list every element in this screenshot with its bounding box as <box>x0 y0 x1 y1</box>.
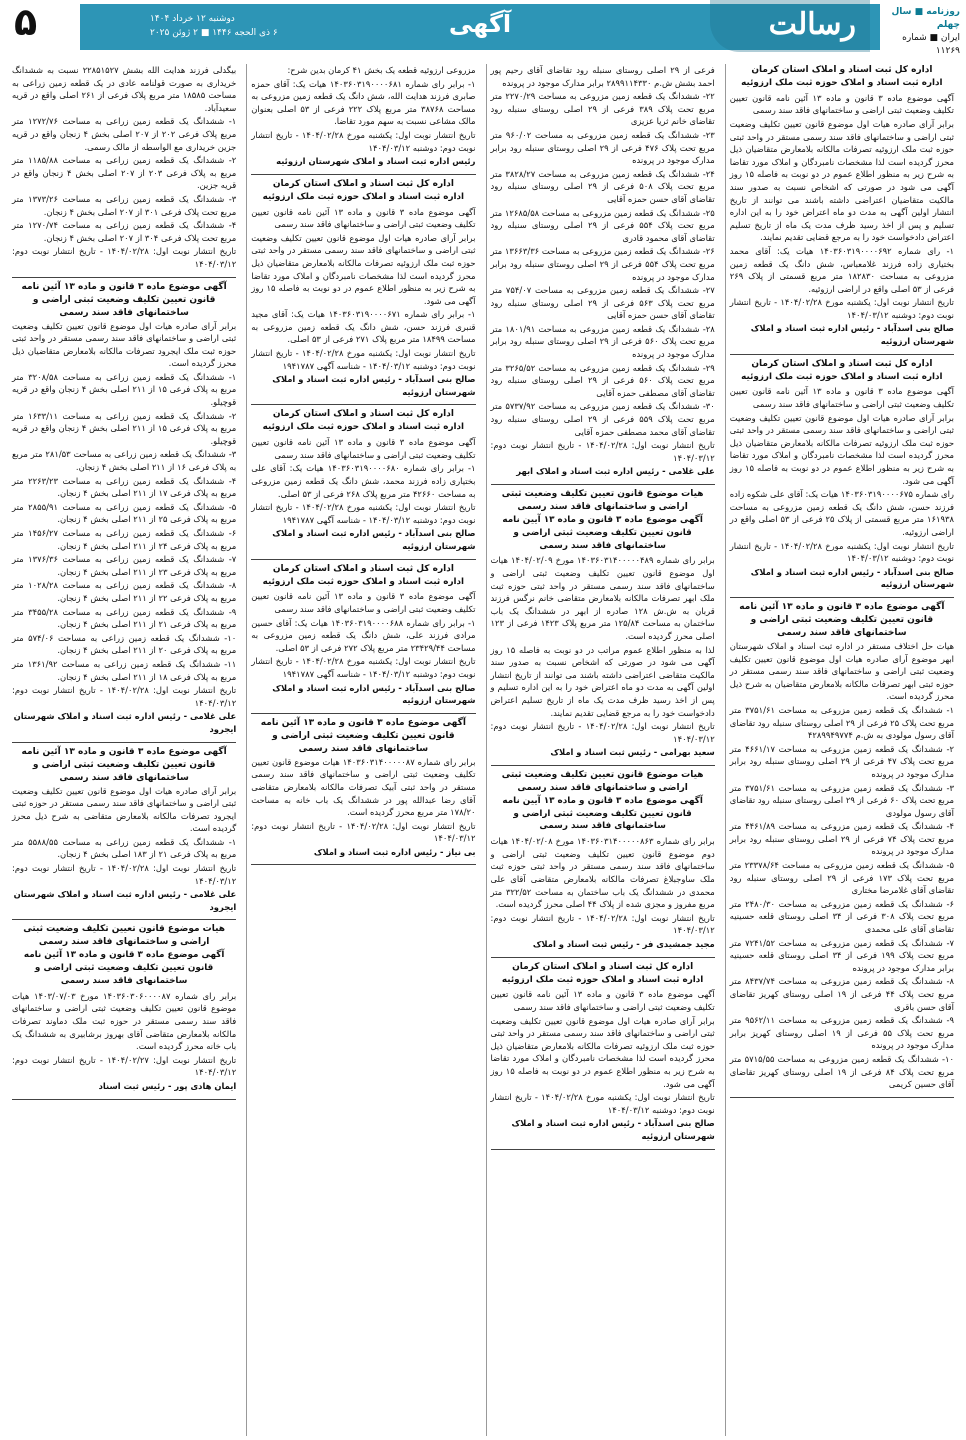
notice-divider <box>12 742 236 743</box>
notice-divider <box>251 559 475 560</box>
legal-notice <box>730 358 954 591</box>
notice-paragraph: ۲- ششدانگ یک قطعه زمین زراعی به مساحت ۱۱۸۵/۸۸ متر مربع به پلاک فرعی ۲۰۳ از ۲۰۷ اصلی بخش ۴ زنجان واقع در قریه جزین. <box>12 155 237 191</box>
notice-body <box>251 206 475 373</box>
notice-paragraph: ۲- ششدانگ یک قطعه زمین مزروعی به مساحت ۴۶۶۱/۱۷ متر مربع تحت پلاک ۴۷ فرعی از ۲۹ اصلی روستای سنبله رود برابر مدارک موجود در پرونده <box>729 743 954 779</box>
notice-subtitle: آگهی موضوع ماده ۳ قانون و ماده ۱۳ آئین نامه قانون تعیین تکلیف وضعیت ثبتی اراضی و ساختمانهای فاقد سند رسمی <box>23 950 225 987</box>
notice-paragraph: ۳۰- ششدانگ یک قطعه زمین مزروعی به مساحت ۵۷۳۷/۹۲ متر مربع تحت پلاک ۵۵۹ فرعی از ۲۹ اصلی روستای سنبله رود تقاضای آقای محمد مصطفی حمزه آقایی <box>490 401 715 437</box>
notice-divider <box>491 957 715 958</box>
notice-divider <box>491 1149 715 1150</box>
notice-title: آگهی موضوع ماده ۳ قانون و ماده ۱۳ آئین نامه قانون تعیین تکلیف وضعیت ثبتی اراضی و ساختمانهای فاقد سند رسمی <box>21 281 227 318</box>
legal-notice <box>12 923 236 1092</box>
notice-paragraph: ۲۹- ششدانگ یک قطعه زمین مزروعی به مساحت ۳۲۶۵/۵۲ متر مربع تحت پلاک ۵۶۰ فرعی از ۲۹ اصلی روستای سنبله رود تقاضای آقای مصطفی حمزه آقایی <box>490 362 715 398</box>
notice-divider <box>730 354 954 355</box>
notice-paragraph: ۲۳- ششدانگ یک قطعه زمین مزروعی به مساحت ۹۶۰/۰۲ متر مربع تحت پلاک ۴۷۶ فرعی از ۲۹ اصلی روستای سنبله رود برابر مدارک موجود در پرونده <box>490 129 715 166</box>
notice-signature: صالح بنی اسدآباد - رئیس اداره ثبت اسناد و املاک شهرستان ارزوئیه <box>511 1118 715 1141</box>
notice-signature: صالح بنی اسدآباد - رئیس اداره ثبت اسناد و املاک شهرستان ارزوئیه <box>750 566 954 590</box>
notice-paragraph: برابر آرای صادره هیات اول موضوع قانون تعیین تکلیف وضعیت ثبتی اراضی و ساختمانهای فاقد سند رسمی مستقر در واحد ثبتی حوزه ثبت ملک ارزوئیه تصرفات مالکانه بلامعارض متقاضیان ذیل محرز گردیده است لذا مشخصات نامبردگان و املاک مورد تقاضا به شرح زیر به منظور اطلاع عموم در دو نوبت به فاصله ۱۵ روز آگهی می شود. <box>729 412 955 486</box>
notice-subtitle: اداره ثبت اسناد و املاک حوزه ثبت ملک ارزوئیه <box>741 78 943 88</box>
notice-paragraph: ۵- ششدانگ یک قطعه زمین زراعی به مساحت ۲۸۵۵/۹۱ متر مربع به پلاک فرعی ۲۵ از ۲۱۱ اصلی بخش ۴ زنجان. <box>12 501 237 525</box>
notice-signature: علی غلامی - رئیس اداره ثبت اسناد و املاک شهرستان ایجرود <box>13 889 237 912</box>
notice-subtitle: اداره ثبت اسناد و املاک حوزه ثبت ملک ارزوئیه <box>741 371 943 382</box>
legal-notice <box>251 408 475 552</box>
notice-paragraph: رای شماره ۱۴۰۳۶۰۳۱۹۰۰۰۰۶۷۵ هیات یک: آقای علی شکوه زاده فرزند حسن، شش دانگ یک قطعه زمین مزروعی به مساحت ۱۶۱۹۳۸ متر مربع قسمتی از پلاک ۲۵ فرعی از ۵۳ اصلی واقع در اراضی ارزوئیه. <box>729 489 954 537</box>
legal-notice <box>730 64 954 348</box>
notice-paragraph: ۱- ششدانگ یک قطعه زمین زراعی به مساحت ۵۵۸۸/۵۵ متر مربع به پلاک فرعی ۲۱ از ۱۸۳ اصلی بخش ۴ زنجان. <box>12 836 237 860</box>
page-number: ۵ <box>14 0 38 44</box>
notice-title: اداره کل ثبت اسناد و املاک استان کرمان <box>272 409 454 420</box>
notice-subtitle: اداره ثبت اسناد و املاک حوزه ثبت ملک ارزوئیه <box>262 191 465 202</box>
notice-body <box>491 554 715 745</box>
notice-signature: سعید بهرامی - رئیس ثبت اسناد و املاک <box>550 747 715 758</box>
notice-paragraph: برابر آرای صادره هیات اول موضوع قانون تعیین تکلیف وضعیت ثبتی اراضی و ساختمانهای فاقد سند رسمی مستقر در واحد ثبتی حوزه ثبت ملک ایجرود تصرفات مالکانه بلامعارض متقاضیان ذیل محرز گردیده است. <box>12 320 237 369</box>
notice-title: هیات موضوع قانون تعیین تکلیف وضعیت ثبتی اراضی و ساختمانهای فاقد سند رسمی <box>23 924 226 948</box>
notice-title: اداره کل ثبت اسناد و املاک استان کرمان <box>751 65 933 75</box>
notice-paragraph: تاریخ انتشار نوبت اول: ۱۴۰۴/۰۲/۲۸ - تاریخ انتشار نوبت دوم: ۱۴۰۴/۰۳/۱۲ <box>251 820 476 844</box>
section-title: آگهی <box>448 10 512 38</box>
notice-signature: علی غلامی - رئیس اداره ثبت اسناد و املاک ابهر <box>516 466 715 477</box>
notice-title: آگهی موضوع ماده ۳ قانون و ماده ۱۳ آئین نامه قانون تعیین تکلیف وضعیت ثبتی اراضی و ساختمانهای فاقد سند رسمی <box>21 746 227 783</box>
notice-signature: علی غلامی - رئیس اداره ثبت اسناد و املاک شهرستان ایجرود <box>13 711 237 734</box>
meta-line-1: روزنامه ■ سال چهلم <box>891 7 960 30</box>
legal-notice <box>491 961 715 1143</box>
notice-title: آگهی موضوع ماده ۳ قانون و ماده ۱۳ آئین نامه قانون تعیین تکلیف وضعیت ثبتی اراضی و ساختمانهای فاقد سند رسمی <box>260 717 466 754</box>
notice-paragraph: برابر آرای صادره هیات اول موضوع قانون تعیین تکلیف وضعیت ثبتی اراضی و ساختمانهای فاقد سند رسمی مستقر در واحد ثبتی حوزه ثبت ملک ارزوئیه تصرفات مالکانه بلامعارض متقاضیان ذیل محرز گردیده است لذا مشخصات نامبردگان و املاک مورد تقاضا به شرح زیر به منظور اطلاع عموم در دو نوبت به فاصله ۱۵ روز آگهی می شود. <box>490 1015 715 1089</box>
notice-paragraph: آگهی موضوع ماده ۳ قانون و ماده ۱۳ آئین نامه قانون تعیین تکلیف وضعیت ثبتی اراضی و ساختمانهای فاقد سند رسمی <box>251 437 476 460</box>
notice-paragraph: تاریخ انتشار نوبت اول: ۱۴۰۴/۰۲/۲۸ - تاریخ انتشار نوبت دوم: ۱۴۰۴/۰۳/۱۲ <box>12 863 237 886</box>
notice-paragraph: برابر رای شماره ۱۴۰۳۶۰۳۱۴۰۰۰۰۰۸۷ هیات موضوع قانون تعیین تکلیف وضعیت ثبتی اراضی و ساختمانهای فاقد سند رسمی مستقر در واحد ثبتی آبیک تصرفات مالکانه بلامعارض متقاضی آقای رضا عبدالله پور در ششدانگ یک باب خانه به مساحت ۱۷۸/۲۰ متر مربع محرز گردیده است. <box>251 756 476 818</box>
notice-paragraph: ۴- ششدانگ یک قطعه زمین زراعی به مساحت ۲۲۶۳/۲۳ متر مربع به پلاک فرعی ۱۷ از ۲۱۱ اصلی بخش ۴ زنجان. <box>12 475 237 499</box>
notice-title: آگهی موضوع ماده ۳ قانون و ماده ۱۳ آئین نامه قانون تعیین تکلیف وضعیت ثبتی اراضی و ساختمانهای فاقد سند رسمی <box>739 601 945 638</box>
notice-paragraph: تاریخ انتشار نوبت اول: یکشنبه مورخ ۱۴۰۴/۰۲/۲۸ - تاریخ انتشار نوبت دوم: دوشنبه ۱۴۰۴/۰۳/۱۲ <box>729 297 954 320</box>
notice-body <box>12 785 236 888</box>
notice-paragraph: لذا به منظور اطلاع عموم مراتب در دو نوبت به فاصله ۱۵ روز آگهی می شود در صورتی که اشخاص نسبت به صدور سند مالکیت متقاضی اعتراضی داشته باشند می توانند از تاریخ انتشار اولین آگهی به مدت دو ماه اعتراض خود را به این اداره تسلیم و پس از اخذ رسید ظرف مدت یک ماه از تاریخ تسلیم اعتراض دادخواست خود را به مرجع قضایی تقدیم نمایند. <box>490 644 715 718</box>
page-header <box>0 0 966 54</box>
notice-body <box>12 320 236 710</box>
notice-paragraph: ۳- ششدانگ یک قطعه زمین زراعی به مساحت ۱۳۷۳/۲۶ متر مربع تحت پلاک فرعی ۳۰۱ از ۲۰۷ اصلی بخش ۴ زنجان. <box>12 193 237 217</box>
notice-paragraph: ۸- ششدانگ یک قطعه زمین مزروعی به مساحت ۸۴۳۷/۷۴ متر مربع تحت پلاک ۴۴ فرعی از ۱۹ اصلی روستای کهریز تقاضای آقای حسن باقری <box>729 976 954 1012</box>
ad-column <box>486 64 719 1436</box>
legal-notice <box>251 178 475 399</box>
notice-paragraph: برابر رای شماره ۱۴۰۳۶۰۳۱۴۰۰۰۰۰۴۸۹ مورخ ۱۴۰۴/۰۲/۰۹ هیات اول موضوع قانون تعیین تکلیف وضعیت ثبتی اراضی و ساختمانهای فاقد سند رسمی مستقر در واحد ثبتی حوزه ثبت ملک ابهر تصرفات مالکانه بلامعارض متقاضی خانم نرگس فرزند قربان به ش.ش ۱۲۸ صادره از ابهر در ششدانگ یک باب ساختمان به مساحت ۱۲۵/۸۴ متر مربع پلاک ۱۴۲۳ فرعی از ۱۲۳ اصلی محرز گردیده است. <box>490 555 715 641</box>
notice-paragraph: ۲۶- ششدانگ یک قطعه زمین مزروعی به مساحت ۱۳۶۶۳/۳۶ متر مربع تحت پلاک ۵۵۴ فرعی از ۲۹ اصلی روستای سنبله رود برابر مدارک موجود در پرونده <box>490 246 715 282</box>
ad-columns <box>8 64 958 1436</box>
notice-paragraph: تاریخ انتشار نوبت اول: ۱۴۰۴/۰۲/۲۷ - تاریخ انتشار نوبت دوم: ۱۴۰۴/۰۳/۱۲ <box>12 1054 237 1078</box>
newspaper-logo: رسالت <box>768 7 856 42</box>
notice-paragraph: ۷- ششدانگ یک قطعه زمین مزروعی به مساحت ۷۲۴۱/۵۲ متر مربع تحت پلاک ۱۹۹ فرعی از ۳۴ اصلی روستای قلعه حسینیه برابر مدارک موجود در پرونده <box>729 937 955 973</box>
masthead-meta <box>890 6 960 58</box>
notice-paragraph: ۲۷- ششدانگ یک قطعه زمین مزروعی به مساحت ۷۵۴/۰۷ متر مربع تحت پلاک ۵۶۳ فرعی از ۲۹ اصلی روستای سنبله رود تقاضای آقای حسن حمزه آقایی <box>490 285 715 321</box>
ad-column <box>8 64 240 1436</box>
meta-line-2: ایران ■ شماره ۱۱۲۶۹ <box>902 33 960 56</box>
notice-signature: مجید جمشیدی فر - رئیس ثبت اسناد و املاک <box>532 939 715 950</box>
notice-paragraph: تاریخ انتشار نوبت اول: یکشنبه مورخ ۱۴۰۴/۰۲/۲۸ - تاریخ انتشار نوبت دوم: دوشنبه ۱۴۰۴/۰۳/۱۲ <box>729 540 954 564</box>
notice-divider <box>251 864 475 865</box>
notice-paragraph: ۳- ششدانگ یک قطعه زمین زراعی به مساحت ۲۸۱/۵۳ متر مربع به پلاک فرعی ۱۶ از ۲۱۱ اصلی بخش ۴ زنجان. <box>12 449 237 473</box>
notice-divider <box>491 765 715 766</box>
notice-title: اداره کل ثبت اسناد و املاک استان کرمان <box>272 178 454 189</box>
notice-paragraph: فرعی از ۲۹ اصلی روستای سنبله رود تقاضای آقای رحیم پور احمد بشش ش.م ۲۸۹۹۱۱۴۳۳۰ برابر مدارک موجود در پرونده <box>490 65 715 88</box>
notice-body <box>251 590 475 680</box>
notice-paragraph: ۸- ششدانگ یک قطعه زمین زراعی به مساحت ۱۰۲۸/۲۸ متر مربع به پلاک فرعی ۲۲ از ۲۱۱ اصلی بخش ۴ زنجان. <box>12 580 237 603</box>
notice-paragraph: آگهی موضوع ماده ۳ قانون و ماده ۱۳ آئین نامه قانون تعیین تکلیف وضعیت ثبتی اراضی و ساختمانهای فاقد سند رسمی <box>490 989 715 1013</box>
notice-body <box>491 835 715 937</box>
notice-divider <box>12 919 236 920</box>
notice-paragraph: ۲۸- ششدانگ یک قطعه زمین مزروعی به مساحت ۱۸۰۱/۹۱ متر مربع تحت پلاک ۵۶۰ فرعی از ۲۹ اصلی روستای سنبله رود برابر مدارک موجود در پرونده <box>490 323 715 360</box>
notice-paragraph: آگهی موضوع ماده ۳ قانون و ماده ۱۳ آئین نامه قانون تعیین تکلیف وضعیت ثبتی اراضی و ساختمانهای فاقد سند رسمی <box>251 206 476 230</box>
notice-paragraph: تاریخ انتشار نوبت اول: یکشنبه مورخ ۱۴۰۴/۰۲/۲۸ - تاریخ انتشار نوبت دوم: دوشنبه ۱۴۰۴/۰۳/۱۲ - شناسه آگهی ۱۹۴۱۷۸۷ <box>251 348 476 371</box>
notice-paragraph: ۱- برابر رای شماره ۱۴۰۳۶۰۳۱۹۰۰۰۰۶۷۱ هیات یک: آقای مجید قنبری فرزند حسن، شش دانگ یک قطعه زمین مزروعی به مساحت ۱۸۴۹۹ متر مربع پلاک ۲۷۱ فرعی از ۵۳ اصلی. <box>251 309 476 345</box>
notice-divider <box>251 174 475 175</box>
notice-paragraph: ۱- رای شماره ۱۴۰۳۶۰۳۱۹۰۰۰۰۶۹۲ هیات یک: آقای محمد بختیاری زاده فرزند غلامعباس، شش دانگ یک قطعه زمین مزروعی به مساحت ۱۸۲۸۳۰ متر مربع قسمتی از پلاک ۲۶۹ فرعی از ۵۳ اصلی واقع در اراضی ارزوئیه. <box>729 245 954 294</box>
notice-paragraph: ۲۲- ششدانگ یک قطعه زمین مزروعی به مساحت ۲۲۷۰/۲۹ متر مربع تحت پلاک ۳۸۹ فرعی از ۲۹ اصلی روستای سنبله رود تقاضای خانم ثریا عزیزی <box>490 91 715 127</box>
notice-paragraph: ۲۵- ششدانگ یک قطعه زمین مزروعی به مساحت ۱۲۶۸۵/۵۸ متر مربع تحت پلاک ۵۵۴ فرعی از ۲۹ اصلی روستای سنبله رود تقاضای آقای محمود قادری <box>490 207 715 243</box>
legal-notice <box>491 64 715 478</box>
notice-divider <box>12 277 236 278</box>
notice-paragraph: تاریخ انتشار نوبت اول: یکشنبه مورخ ۱۴۰۴/۰۲/۲۸ - تاریخ انتشار نوبت دوم: دوشنبه ۱۴۰۴/۰۳/۱۲ - شناسه آگهی ۱۹۴۱۷۸۷ <box>251 502 476 525</box>
notice-divider <box>730 597 954 598</box>
notice-title: اداره کل ثبت اسناد و املاک استان کرمان <box>751 358 933 369</box>
ad-column <box>246 64 479 1436</box>
notice-title: هیات موضوع قانون تعیین تکلیف وضعیت ثبتی اراضی و ساختمانهای فاقد سند رسمی <box>501 489 704 512</box>
notice-paragraph: ۴- ششدانگ یک قطعه زمین مزروعی به مساحت ۴۴۶۱/۸۹ متر مربع تحت پلاک ۷۴ فرعی از ۲۹ اصلی روستای سنبله رود برابر مدارک موجود در پرونده <box>729 821 954 857</box>
notice-paragraph: تاریخ انتشار نوبت اول: ۱۴۰۴/۰۲/۲۸ - تاریخ انتشار نوبت دوم: ۱۴۰۴/۰۳/۱۲ <box>490 440 715 463</box>
notice-paragraph: تاریخ انتشار نوبت اول: یکشنبه مورخ ۱۴۰۴/۰۲/۲۸ - تاریخ انتشار نوبت دوم: دوشنبه ۱۴۰۴/۰۳/۱۲ <box>251 129 476 153</box>
notice-subtitle: آگهی موضوع ماده ۳ قانون و ماده ۱۳ آیین نامه قانون تعیین تکلیف وضعیت ثبتی اراضی و ساختمانهای فاقد سند رسمی <box>502 795 703 832</box>
notice-paragraph: آگهی موضوع ماده ۳ قانون و ماده ۱۳ آئین نامه قانون تعیین تکلیف وضعیت ثبتی اراضی و ساختمانهای فاقد سند رسمی <box>729 386 955 410</box>
notice-signature: صالح بنی اسدآباد - رئیس اداره ثبت اسناد و املاک شهرستان ارزوئیه <box>272 682 476 706</box>
legal-notice <box>491 488 715 759</box>
notice-body <box>251 436 475 526</box>
notice-paragraph: تاریخ انتشار نوبت اول: ۱۴۰۴/۰۲/۲۸ - تاریخ انتشار نوبت دوم: ۱۴۰۴/۰۳/۱۲ <box>490 721 715 744</box>
legal-notice <box>251 64 475 168</box>
notice-paragraph: برابر آرای صادره هیات اول موضوع قانون تعیین تکلیف وضعیت ثبتی اراضی و ساختمانهای فاقد سند رسمی مستقر در حوزه ثبتی ایجرود تصرفات مالکانه بلامعارض متقاضی به شرح ذیل محرز گردیده است. <box>12 785 237 834</box>
masthead-banner <box>80 4 880 50</box>
notice-paragraph: ۱۰- ششدانگ یک قطعه زمین مزروعی به مساحت ۵۷۱۵/۵۵ متر مربع تحت پلاک ۸۴ فرعی از ۱۹ اصلی روستای کهریز تقاضای آقای حسین کریمی <box>729 1053 954 1090</box>
notice-paragraph: ۹- ششدانگ یک قطعه زمین مزروعی به مساحت ۹۵۶۲/۱۱ متر مربع تحت پلاک ۵۵ فرعی از ۱۹ اصلی روستای کهریز برابر مدارک موجود در پرونده <box>729 1015 954 1051</box>
date-line-2: ۶ ذی الحجه ۱۴۴۶ ■ ۲ ژوئن ۲۰۲۵ <box>150 28 278 38</box>
notice-signature: صالح بنی اسدآباد - رئیس اداره ثبت اسناد و املاک شهرستان ارزوئیه <box>750 323 954 347</box>
notice-paragraph: ۴- ششدانگ یک قطعه زمین زراعی به مساحت ۱۲۷۰/۷۴ متر مربع تحت پلاک فرعی ۳۰۴ از ۲۰۷ اصلی بخش ۴ زنجان. <box>12 220 237 243</box>
notice-paragraph: ۱- ششدانگ یک قطعه زمین مزروعی به مساحت ۳۷۵۱/۶۱ متر مربع تحت پلاک ۲۵ فرعی از ۲۹ اصلی روستای سنبله رود تقاضای آقای رسول مولودی به ش.م ۴۲۸۹۹۴۹۷۷۴ <box>729 704 954 741</box>
notice-title: اداره کل ثبت اسناد و املاک استان کرمان <box>512 961 694 972</box>
notice-paragraph: ۱- برابر رای شماره ۱۴۰۳۶۰۳۱۹۰۰۰۰۶۸۱ هیات یک: آقای حمزه صابری فرزند هدایت الله، شش دانگ یک قطعه زمین مزروعی به مساحت ۳۸۷۶۸ متر مربع پلاک ۲۲۲ فرعی از ۵۳ اصلی بعنوان مالک مشاعی نسبت به سهم مورد تقاضا. <box>251 78 476 127</box>
notice-body <box>730 385 954 564</box>
notice-paragraph: برابر آرای صادره هیات اول موضوع قانون تعیین تکلیف وضعیت ثبتی اراضی و ساختمانهای فاقد سند رسمی مستقر در واحد ثبتی حوزه ثبت ملک ارزوئیه تصرفات مالکانه بلامعارض متقاضیان ذیل محرز گردیده است لذا مشخصات نامبردگان و املاک مورد تقاضا به شرح زیر به منظور اطلاع عموم در دو نوبت به فاصله ۱۵ روز آگهی می شود. <box>251 232 476 306</box>
notice-body <box>491 988 715 1116</box>
notice-signature: صالح بنی اسدآباد - رئیس اداره ثبت اسناد و املاک شهرستان ارزوئیه <box>272 528 476 551</box>
issue-date <box>150 12 410 40</box>
notice-paragraph: ۵- ششدانگ یک قطعه زمین مزروعی به مساحت ۲۳۳۷۸/۶۴ متر مربع تحت پلاک ۱۷۳ فرعی از ۲۹ اصلی روستای سنبله رود تقاضای آقای غلامرضا مختاری <box>729 860 954 896</box>
notice-signature: ایمان هادی پور - رئیس ثبت اسناد <box>98 1080 237 1091</box>
legal-notice <box>12 281 236 736</box>
notice-paragraph: ۱- ششدانگ یک قطعه زمین زراعی به مساحت ۱۲۷۲/۷۶ متر مربع پلاک فرعی ۲۰۲ از ۲۰۷ اصلی بخش ۴ زنجان واقع در قریه جزین خریداری مع الواسطه از مالک رسمی. <box>12 116 237 152</box>
notice-body <box>491 64 715 464</box>
notice-paragraph: ۱۰- ششدانگ یک قطعه زمین زراعی به مساحت ۵۷۴/۰۶ متر مربع به پلاک فرعی ۲۰ از ۲۱۱ اصلی بخش ۴ زنجان. <box>12 632 237 656</box>
notice-paragraph: ۱۱- ششدانگ یک قطعه زمین زراعی به مساحت ۱۳۶۱/۹۲ متر مربع به پلاک فرعی ۱۸ از ۲۱۱ اصلی بخش ۴ زنجان. <box>12 658 237 682</box>
notice-paragraph: آگهی موضوع ماده ۳ قانون و ماده ۱۳ آئین نامه قانون تعیین تکلیف وضعیت ثبتی اراضی و ساختمانهای فاقد سند رسمی <box>729 92 955 116</box>
notice-body <box>730 640 954 1091</box>
legal-notice <box>12 746 236 914</box>
notice-subtitle: اداره ثبت اسناد و املاک حوزه ثبت ملک ارزوئیه <box>501 974 704 985</box>
legal-notice <box>12 64 236 271</box>
notice-paragraph: ۱- برابر رای شماره ۱۴۰۳۶۰۳۱۹۰۰۰۰۶۸۰ هیات یک: آقای علی بختیاری زاده فرزند محمد، شش دانگ یک قطعه زمین مزروعی به مساحت ۴۲۶۶۰ متر مربع پلاک ۲۶۸ فرعی از ۵۳ اصلی. <box>251 463 476 499</box>
notice-divider <box>730 1097 954 1098</box>
notice-paragraph: بیگدلی فرزند هدایت الله بشش ۲۲۸۵۱۵۲۷ نسبت به ششدانگ خریداری به صورت قولنامه عادی در یک قطعه زمین زراعی به مساحت ۱۸۵۸۵ متر مربع پلاک فرعی از ۲۶۱ اصلی واقع در قریه سعیدآباد. <box>12 65 237 113</box>
date-line-1: دوشنبه ۱۲ خرداد ۱۴۰۴ <box>150 14 235 24</box>
notice-paragraph: برابر آرای صادره هیات اول موضوع قانون تعیین تکلیف وضعیت ثبتی اراضی و ساختمانهای فاقد سند رسمی مستقر در واحد ثبتی حوزه ثبت ملک ارزوئیه تصرفات مالکانه بلامعارض متقاضیان ذیل محرز گردیده است لذا مشخصات نامبردگان و املاک مورد تقاضا به شرح زیر به منظور اطلاع عموم در دو نوبت به فاصله ۱۵ روز آگهی می شود در صورتی که اشخاص نسبت به صدور سند مالکیت متقاضیان اعتراضی داشته باشند می توانند از تاریخ انتشار اولین آگهی به مدت دو ماه اعتراض خود را به این اداره تسلیم و پس از اخذ رسید ظرف مدت یک ماه از تاریخ تسلیم اعتراض دادخواست خود را به مرجع قضایی تقدیم نمایند. <box>729 118 955 243</box>
legal-notice <box>730 601 954 1091</box>
notice-subtitle: آگهی موضوع ماده ۳ قانون و ماده ۱۳ آیین نامه قانون تعیین تکلیف وضعیت ثبتی اراضی و ساختمانهای فاقد سند رسمی <box>502 515 703 551</box>
notice-body <box>730 92 954 322</box>
notice-body <box>251 64 475 154</box>
legal-notice <box>491 769 715 951</box>
notice-paragraph: هیات حل اختلاف مستقر در اداره ثبت اسناد و املاک شهرستان ابهر موضوع آرای صادره هیات اول موضوع قانون تعیین تکلیف وضعیت ثبتی اراضی و ساختمانهای فاقد سند رسمی مستقر در حوزه ثبتی ابهر تصرفات مالکانه بلامعارض متقاضیان به شرح ذیل محرز گردیده است. <box>729 640 954 702</box>
notice-paragraph: ۹- ششدانگ یک قطعه زمین زراعی به مساحت ۳۴۵۵/۲۸ متر مربع به پلاک فرعی ۲۱ از ۲۱۱ اصلی بخش ۴ زنجان. <box>12 606 237 630</box>
notice-paragraph: ۱- ششدانگ یک قطعه زمین زراعی به مساحت ۳۲۰۸/۵۸ متر مربع به پلاک فرعی ۱۵ از ۲۱۱ اصلی بخش ۴ زنجان واقع در قریه قوچیلو. <box>12 371 237 408</box>
notice-paragraph: تاریخ انتشار نوبت اول: یکشنبه مورخ ۱۴۰۴/۰۲/۲۸ - تاریخ انتشار نوبت دوم: دوشنبه ۱۴۰۴/۰۳/۱۲ <box>490 1092 715 1115</box>
notice-divider <box>251 404 475 405</box>
notice-paragraph: ۶- ششدانگ یک قطعه زمین زراعی به مساحت ۱۴۵۶/۲۷ متر مربع به پلاک فرعی ۲۴ از ۲۱۱ اصلی بخش ۴ زنجان. <box>12 528 237 551</box>
notice-divider <box>251 713 475 714</box>
notice-divider <box>491 484 715 485</box>
notice-signature: بی نیاز - رئیس اداره ثبت اسناد و املاک <box>313 846 476 857</box>
notice-divider <box>12 1099 236 1100</box>
notice-paragraph: تاریخ انتشار نوبت اول: ۱۴۰۴/۰۲/۲۸ - تاریخ انتشار نوبت دوم: ۱۴۰۴/۰۳/۱۲ <box>490 912 715 936</box>
notice-body <box>12 990 236 1079</box>
notice-paragraph: ۲۴- ششدانگ یک قطعه زمین مزروعی به مساحت ۳۸۲۸/۲۷ متر مربع تحت پلاک ۵۰۸ فرعی از ۲۹ اصلی روستای سنبله رود تقاضای آقای حسن حمزه آقایی <box>490 168 715 204</box>
notice-paragraph: تاریخ انتشار نوبت اول: ۱۴۰۴/۰۲/۲۸ - تاریخ انتشار نوبت دوم: ۱۴۰۴/۰۳/۱۲ <box>12 246 237 269</box>
notice-paragraph: ۲- ششدانگ یک قطعه زمین زراعی به مساحت ۱۶۳۳/۱۱ متر مربع به پلاک فرعی ۱۵ از ۲۱۱ اصلی بخش ۴ زنجان واقع در قریه قوچیلو. <box>12 410 237 446</box>
notice-paragraph: ۶- ششدانگ یک قطعه زمین مزروعی به مساحت ۲۴۸۰/۳۰ متر مربع تحت پلاک ۳۰۸ فرعی از ۳۴ اصلی روستای قلعه حسینیه تقاضای آقای علی محمدی <box>729 898 955 935</box>
notice-subtitle: اداره ثبت اسناد و املاک حوزه ثبت ملک ارزوئیه <box>262 422 465 433</box>
legal-notice <box>251 717 475 859</box>
notice-title: هیات موضوع قانون تعیین تکلیف وضعیت ثبتی اراضی و ساختمانهای فاقد سند رسمی <box>501 769 704 793</box>
notice-body <box>251 756 475 845</box>
ad-column <box>725 64 958 1436</box>
notice-paragraph: برابر رای شماره ۱۴۰۳۶۰۳۱۴۰۰۰۰۰۸۶۳ مورخ ۱۴۰۴/۰۲/۰۸ هیات دوم موضوع قانون تعیین تکلیف وضعیت ثبتی اراضی و ساختمانهای فاقد سند رسمی مستقر در واحد ثبتی حوزه ثبت ملک ساوجبلاغ تصرفات مالکانه بلامعارض متقاضی آقای علی محمدی در ششدانگ یک باب ساختمان به مساحت ۳۲۲/۵۲ متر مربع مفروز و مجزی شده از پلاک ۴۴ اصلی محرز گردیده است. <box>490 836 715 910</box>
notice-signature: صالح بنی اسدآباد - رئیس اداره ثبت اسناد و املاک شهرستان ارزوئیه <box>272 374 476 397</box>
notice-subtitle: اداره ثبت اسناد و املاک حوزه ثبت ملک ارزوئیه <box>262 576 465 587</box>
notice-paragraph: تاریخ انتشار نوبت اول: ۱۴۰۴/۰۲/۲۸ - تاریخ انتشار نوبت دوم: ۱۴۰۴/۰۳/۱۲ <box>12 685 237 708</box>
legal-notice <box>251 563 475 707</box>
notice-signature: رئیس اداره ثبت اسناد و املاک شهرستان ارزوئیه <box>276 156 476 167</box>
notice-title: اداره کل ثبت اسناد و املاک استان کرمان <box>272 563 454 574</box>
notice-paragraph: برابر رای شماره ۱۴۰۳۶۰۳۰۶۰۰۰۰۸۷ مورخ ۱۴۰۳/۰۷/۰۳ هیات موضوع قانون تعیین تکلیف وضعیت ثبتی اراضی و ساختمانهای فاقد سند رسمی مستقر در حوزه ثبت ملک دماوند تصرفات مالکانه بلامعارض متقاضی آقای بهروز برشابیری به ششدانگ یک باب خانه محرز گردیده است. <box>12 990 237 1052</box>
notice-paragraph: ۷- ششدانگ یک قطعه زمین زراعی به مساحت ۱۳۷۶/۳۶ متر مربع به پلاک فرعی ۲۳ از ۲۱۱ اصلی بخش ۴ زنجان. <box>12 554 237 577</box>
notice-paragraph: ۳- ششدانگ یک قطعه زمین مزروعی به مساحت ۳۷۵۱/۶۱ متر مربع تحت پلاک ۶۰ فرعی از ۲۹ اصلی روستای سنبله رود تقاضای آقای رسول مولودی <box>729 782 954 818</box>
notice-paragraph: ۱- برابر رای شماره ۱۴۰۳۶۰۳۱۹۰۰۰۰۶۸۸ هیات یک: آقای حسین مرادی فرزند علی، شش دانگ یک قطعه زمین مزروعی به مساحت ۲۳۴۲۹/۴۴ متر مربع پلاک ۲۷۲ فرعی از ۵۳ اصلی. <box>251 617 476 653</box>
notice-paragraph: مزروعی ارزوئیه قطعه یک بخش ۴۱ کرمان بدین شرح: <box>287 65 476 75</box>
notice-body <box>12 64 236 271</box>
notice-paragraph: تاریخ انتشار نوبت اول: یکشنبه مورخ ۱۴۰۴/۰۲/۲۸ - تاریخ انتشار نوبت دوم: دوشنبه ۱۴۰۴/۰۳/۱۲ - شناسه آگهی ۱۹۴۱۷۸۷ <box>251 656 476 679</box>
notice-paragraph: آگهی موضوع ماده ۳ قانون و ماده ۱۳ آئین نامه قانون تعیین تکلیف وضعیت ثبتی اراضی و ساختمانهای فاقد سند رسمی <box>251 591 476 614</box>
